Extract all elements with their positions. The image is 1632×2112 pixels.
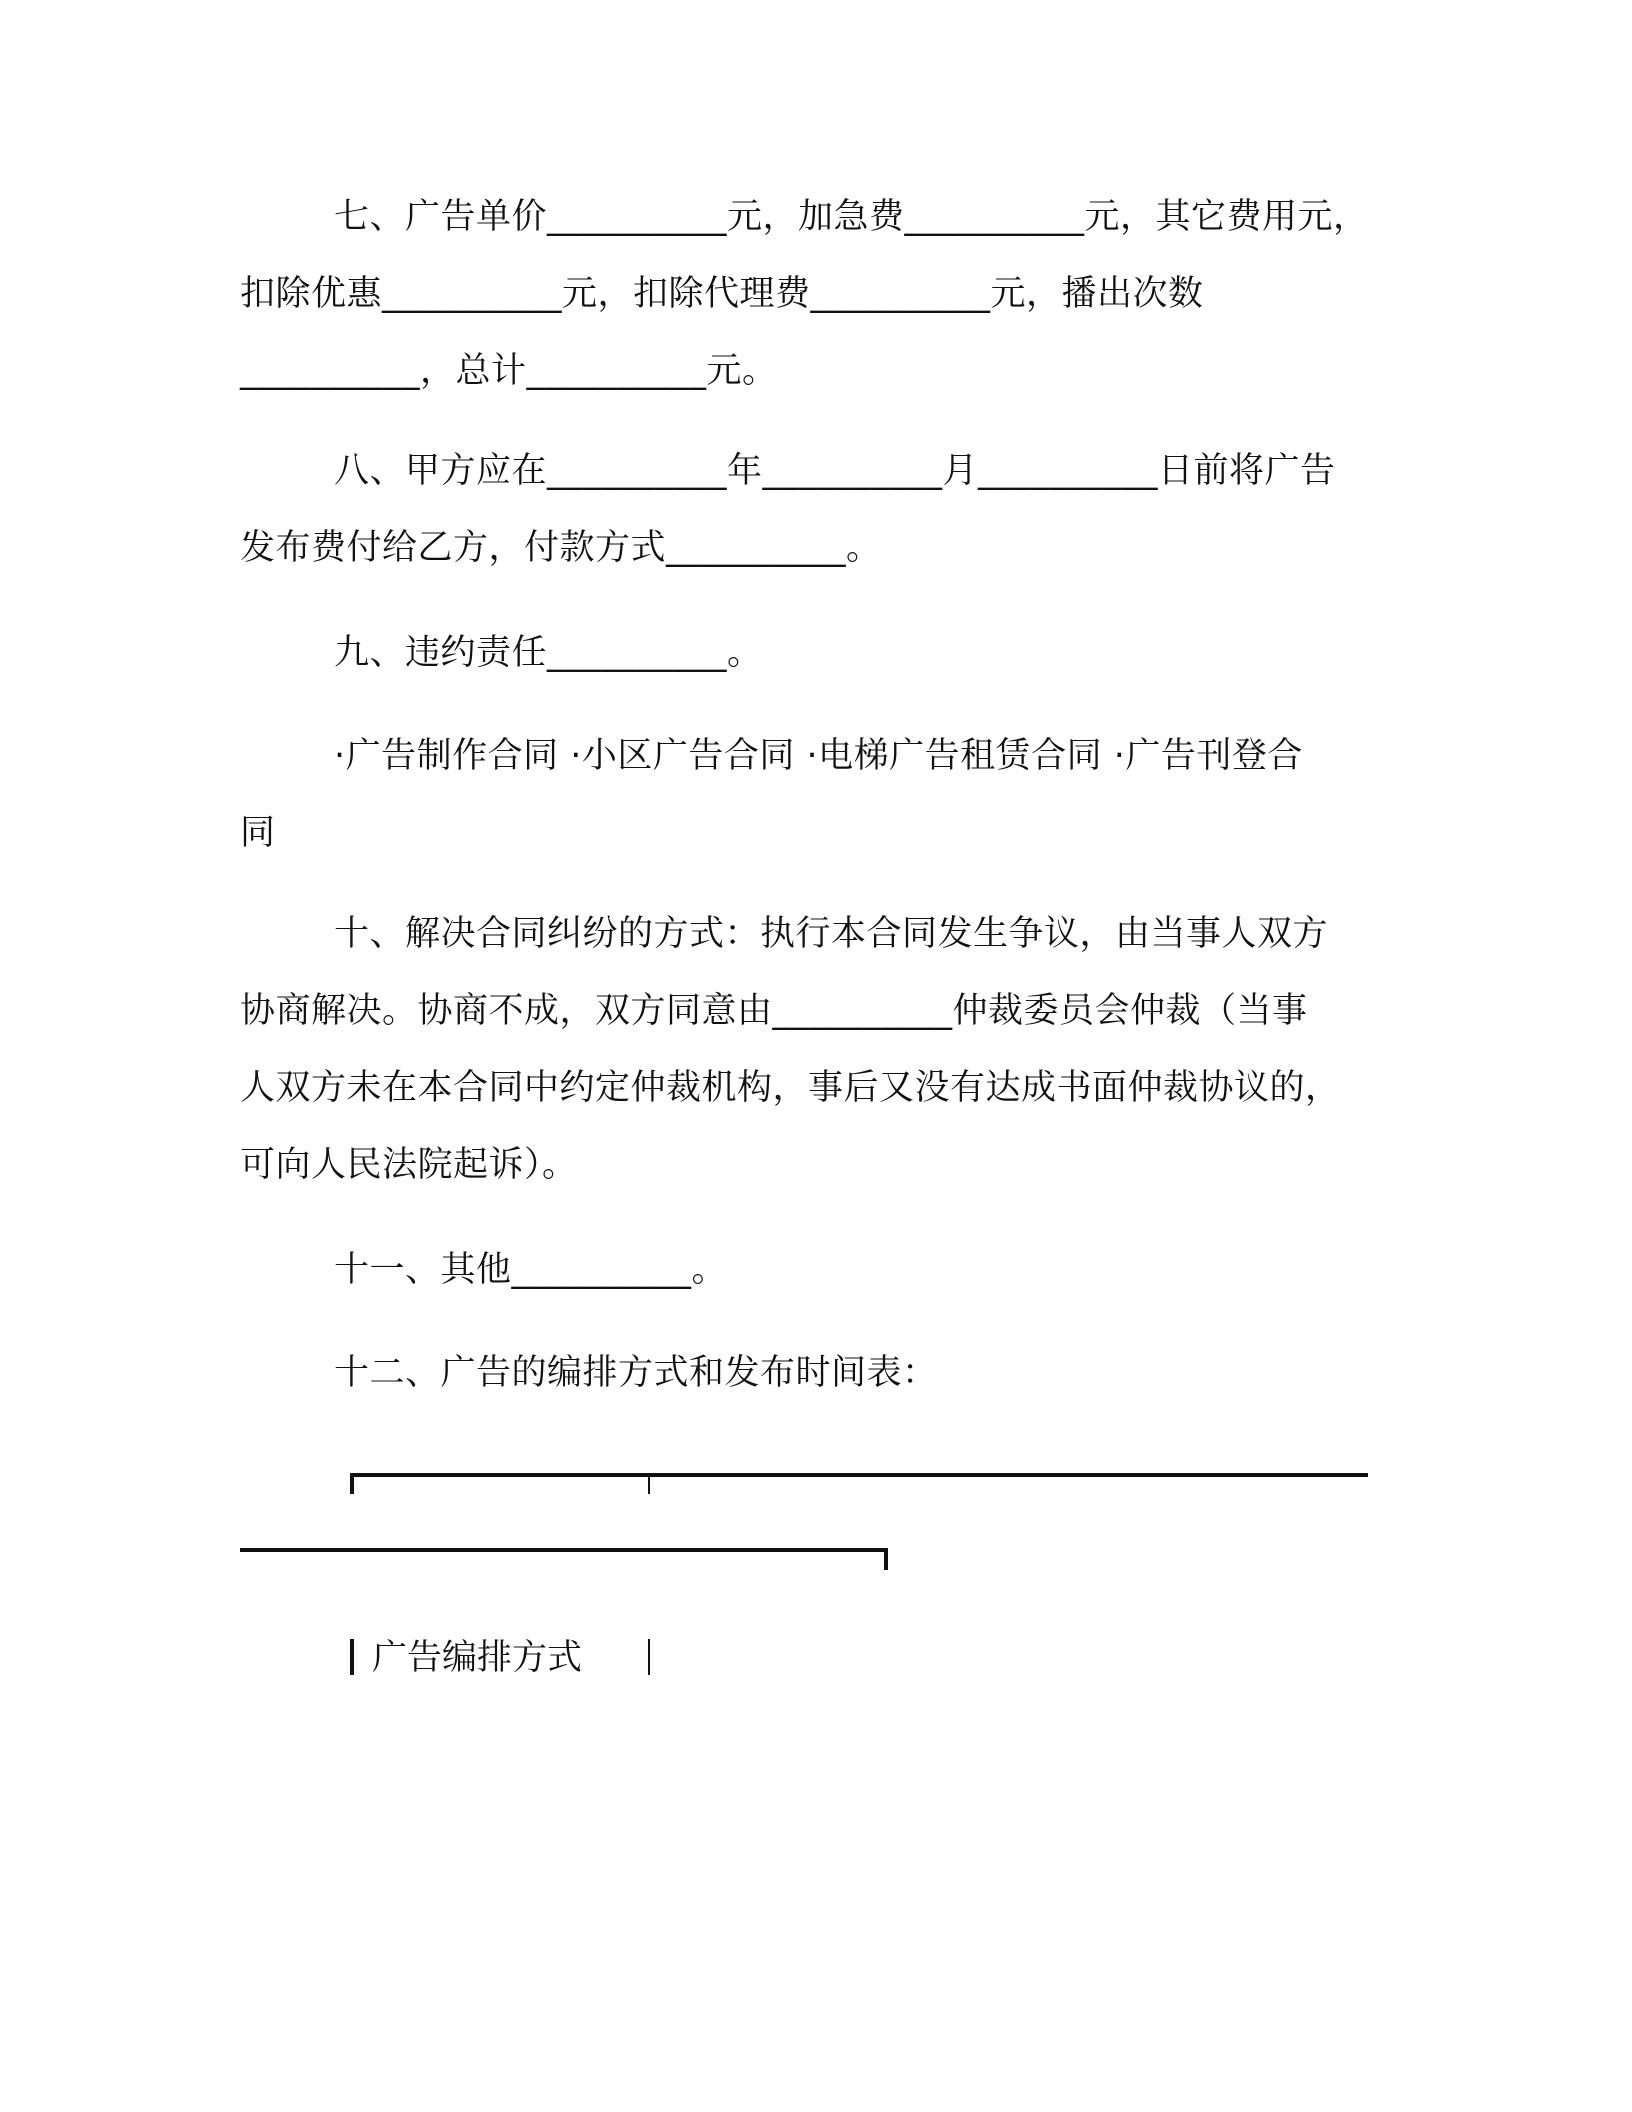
clause-8-line-2: 发布费付给乙方，付款方式__________。 [240, 528, 882, 568]
clause-10-line-2: 协商解决。协商不成，双方同意由__________仲裁委员会仲裁（当事 [240, 991, 1308, 1031]
schedule-table-column-tick [648, 1477, 650, 1494]
schedule-table-left-tick [350, 1473, 354, 1494]
clause-9-line-1: 九、违约责任__________。 [334, 633, 763, 673]
clause-10-line-3: 人双方未在本合同中约定仲裁机构，事后又没有达成书面仲裁协议的， [240, 1068, 1341, 1108]
clause-12-line-1: 十二、广告的编排方式和发布时间表： [334, 1353, 938, 1393]
schedule-table-row-border [240, 1548, 888, 1552]
schedule-table-column-divider [648, 1639, 650, 1675]
clause-8-line-1: 八、甲方应在__________年__________月__________日前将广告 [334, 451, 1336, 491]
schedule-table-left-border [350, 1639, 354, 1675]
clause-7-line-2: 扣除优惠__________元，扣除代理费__________元，播出次数 [240, 274, 1204, 314]
clause-11-line-1: 十一、其他__________。 [334, 1250, 728, 1290]
clause-10-line-1: 十、解决合同纠纷的方式：执行本合同发生争议，由当事人双方 [334, 914, 1329, 954]
clause-7-line-3: __________，总计__________元。 [240, 351, 778, 391]
table-header-ad-layout: 广告编排方式 [372, 1638, 583, 1678]
clause-10-line-4: 可向人民法院起诉）。 [240, 1145, 578, 1185]
clause-7-line-1: 七、广告单价__________元，加急费__________元，其它费用元， [334, 197, 1369, 237]
schedule-table-top-border [350, 1473, 1368, 1477]
related-links-line-1: ·广告制作合同 ·小区广告合同 ·电梯广告租赁合同 ·广告刊登合 [334, 736, 1303, 776]
related-links-line-2: 同 [240, 813, 276, 853]
schedule-table-right-tick [884, 1548, 888, 1570]
